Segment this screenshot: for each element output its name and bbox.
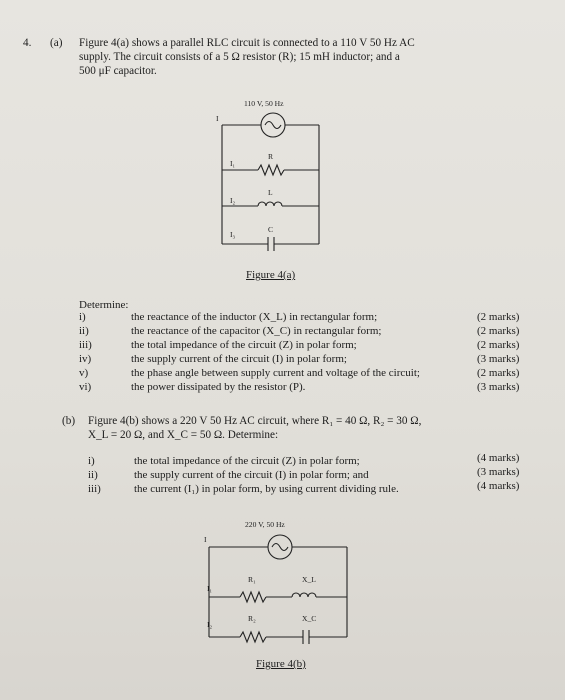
part-b-item-1-marks: (4 marks) — [477, 452, 520, 464]
fig4b-label-xl: X_L — [302, 575, 316, 584]
fig4a-current-i3: I₃ — [230, 230, 236, 239]
fig4b-current-i1: I₁ — [207, 584, 213, 593]
fig4b-label-xc: X_C — [302, 614, 317, 623]
fig4b-current-i: I — [204, 535, 207, 544]
part-a-label: (a) — [50, 37, 63, 49]
figure-4a-caption: Figure 4(a) — [246, 269, 296, 281]
part-b-item-2-marks: (3 marks) — [477, 466, 520, 478]
fig4a-label-l: L — [268, 188, 273, 197]
part-a-item-3-text: the total impedance of the circuit (Z) in polar form; — [131, 339, 357, 351]
part-b-item-3-marks: (4 marks) — [477, 480, 520, 492]
fig4a-label-c: C — [268, 225, 274, 234]
resistor-r1-icon — [240, 592, 266, 602]
resistor-r2-icon — [240, 632, 266, 642]
part-b-intro-line-1: Figure 4(b) shows a 220 V 50 Hz AC circuit, where R₁ = 40 Ω, R₂ = 30 Ω, — [88, 415, 422, 427]
part-b-item-1-text: the total impedance of the circuit (Z) in polar form; — [134, 455, 360, 467]
part-b-item-3-num: iii) — [88, 483, 101, 495]
fig4a-current-i: I — [216, 114, 219, 123]
part-a-item-1-num: i) — [79, 311, 86, 323]
part-a-item-6-num: vi) — [79, 381, 92, 393]
fig4a-source-label: 110 V, 50 Hz — [244, 99, 284, 108]
fig4b-label-r1: R₁ — [248, 575, 256, 584]
part-a-item-2-text: the reactance of the capacitor (X_C) in rectangular form; — [131, 325, 382, 337]
part-a-intro-line-1: Figure 4(a) shows a parallel RLC circuit is connected to a 110 V 50 Hz AC — [79, 37, 415, 49]
part-b-intro-line-2: X_L = 20 Ω, and X_C = 50 Ω. Determine: — [88, 429, 279, 441]
part-a-item-2-marks: (2 marks) — [477, 325, 520, 337]
part-a-item-5-text: the phase angle between supply current and voltage of the circuit; — [131, 367, 420, 379]
figure-4b-caption: Figure 4(b) — [256, 658, 306, 670]
determine-label: Determine: — [79, 299, 129, 311]
fig4a-label-r: R — [268, 152, 274, 161]
part-a-item-3-marks: (2 marks) — [477, 339, 520, 351]
part-a-item-4-marks: (3 marks) — [477, 353, 520, 365]
part-a-item-1-text: the reactance of the inductor (X_L) in rectangular form; — [131, 311, 378, 323]
part-b-item-1-num: i) — [88, 455, 95, 467]
fig4a-current-i2: I₂ — [230, 196, 236, 205]
part-a-item-4-num: iv) — [79, 353, 92, 365]
fig4b-current-i2: I₂ — [207, 620, 213, 629]
question-number: 4. — [23, 37, 32, 49]
part-a-item-5-marks: (2 marks) — [477, 367, 520, 379]
part-a-intro-line-2: supply. The circuit consists of a 5 Ω resistor (R); 15 mH inductor; and a — [79, 51, 400, 63]
part-a-item-3-num: iii) — [79, 339, 92, 351]
part-b-item-2-text: the supply current of the circuit (I) in polar form; and — [134, 469, 369, 481]
part-a-item-1-marks: (2 marks) — [477, 311, 520, 323]
part-b-item-3-text: the current (I₁) in polar form, by using current dividing rule. — [134, 483, 399, 495]
inductor-xl-icon — [292, 593, 316, 597]
fig4a-current-i1: I₁ — [230, 159, 236, 168]
part-a-item-6-marks: (3 marks) — [477, 381, 520, 393]
part-a-item-6-text: the power dissipated by the resistor (P). — [131, 381, 306, 393]
fig4b-source-label: 220 V, 50 Hz — [245, 520, 285, 529]
part-a-item-4-text: the supply current of the circuit (I) in polar form; — [131, 353, 347, 365]
part-b-item-2-num: ii) — [88, 469, 98, 481]
part-a-item-2-num: ii) — [79, 325, 89, 337]
fig4b-label-r2: R₂ — [248, 614, 256, 623]
part-a-item-5-num: v) — [79, 367, 89, 379]
part-b-label: (b) — [62, 415, 76, 427]
part-a-intro-line-3: 500 μF capacitor. — [79, 65, 157, 77]
